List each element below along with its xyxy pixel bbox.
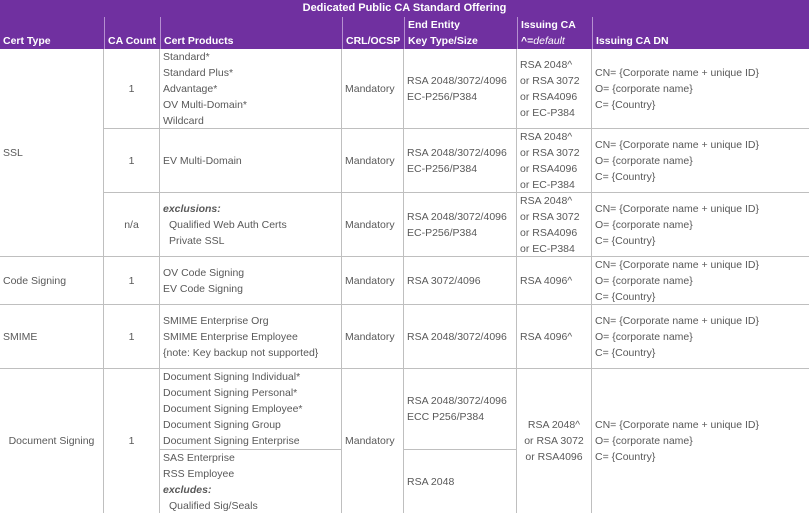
header-issuing-ca (517, 17, 592, 49)
smime-count: 1 (104, 305, 160, 369)
ssl-row3-crl: Mandatory (342, 193, 404, 257)
code-signing-products (160, 257, 342, 305)
issuing-line: or RSA4096 (520, 90, 578, 103)
list-item: {note: Key backup not supported} (163, 346, 319, 359)
list-item: OV Code Signing (163, 266, 245, 279)
ssl-row3-key (404, 193, 517, 257)
issuing-line: or EC-P384 (520, 242, 575, 255)
code-signing-count: 1 (104, 257, 160, 305)
smime-key: RSA 2048/3072/4096 (404, 305, 517, 369)
list-item: Private SSL (169, 234, 225, 247)
dn-c: C= {Country} (595, 290, 656, 303)
header-cert-type: Cert Type (0, 17, 104, 49)
key-type-line: RSA 2048/3072/4096 (407, 210, 507, 223)
key-type-line: EC-P256/P384 (407, 90, 478, 103)
dn-c: C= {Country} (595, 170, 656, 183)
dn-cn: CN= {Corporate name + unique ID} (595, 202, 760, 215)
dn-c: C= {Country} (595, 346, 656, 359)
key-type-line: RSA 2048/3072/4096 (407, 395, 507, 407)
issuing-line: RSA 2048^ (520, 194, 573, 207)
list-item: Wildcard (163, 115, 204, 127)
header-cert-products: Cert Products (160, 17, 342, 49)
code-signing-issuing: RSA 4096^ (517, 257, 592, 305)
smime-issuing: RSA 4096^ (517, 305, 592, 369)
list-item: Standard Plus* (163, 67, 234, 79)
dn-o: O= {corporate name} (595, 82, 693, 95)
header-end-entity-line1: End Entity (408, 19, 460, 31)
list-item: Qualified Web Auth Certs (169, 218, 287, 231)
ssl-row1-issuing (517, 49, 592, 129)
cert-type-code-signing: Code Signing (0, 257, 104, 305)
ssl-row2-crl: Mandatory (342, 129, 404, 193)
issuing-line: or EC-P384 (520, 178, 575, 191)
smime-dn (592, 305, 809, 369)
ssl-row2-products (160, 129, 342, 193)
doc-signing-issuing (517, 369, 592, 513)
doc-signing-products-a (160, 369, 342, 450)
issuing-line: or RSA 3072 (520, 146, 580, 159)
key-type-line: EC-P256/P384 (407, 226, 478, 239)
cert-type-document-signing: Document Signing (0, 369, 104, 513)
issuing-line: or RSA 3072 (520, 210, 580, 223)
doc-signing-products-b (160, 450, 342, 513)
list-item: Document Signing Enterprise (163, 435, 300, 447)
header-end-entity (404, 17, 517, 49)
dn-c: C= {Country} (595, 98, 656, 111)
ssl-row1-dn (592, 49, 809, 129)
header-issuing-ca-line1: Issuing CA (521, 19, 576, 31)
table-title: Dedicated Public CA Standard Offering (0, 0, 809, 17)
issuing-line: or EC-P384 (520, 106, 575, 119)
doc-signing-dn (592, 369, 809, 513)
header-issuing-ca-dn: Issuing CA DN (592, 17, 809, 49)
ssl-row3-dn (592, 193, 809, 257)
header-end-entity-line2: Key Type/Size (408, 35, 478, 47)
list-item: Document Signing Employee* (163, 403, 303, 415)
doc-signing-key-a (404, 369, 517, 450)
ssl-row1-products (160, 49, 342, 129)
ssl-row2-key (404, 129, 517, 193)
list-item: Standard* (163, 51, 210, 63)
list-item: Document Signing Individual* (163, 371, 301, 383)
dn-o: O= {corporate name} (595, 435, 693, 447)
key-type-line: RSA 2048/3072/4096 (407, 146, 507, 159)
issuing-line: or RSA 3072 (524, 435, 584, 447)
smime-products (160, 305, 342, 369)
ssl-row3-count: n/a (104, 193, 160, 257)
header-issuing-ca-default: default (533, 35, 565, 47)
list-item: SAS Enterprise (163, 452, 235, 464)
exclusions-label: exclusions: (163, 202, 221, 215)
issuing-line: RSA 2048^ (520, 130, 573, 143)
list-item: SMIME Enterprise Employee (163, 330, 298, 343)
list-item: Advantage* (163, 83, 218, 95)
header-issuing-ca-line2 (521, 33, 589, 49)
ssl-row3-products (160, 193, 342, 257)
code-signing-dn (592, 257, 809, 305)
list-item: EV Multi-Domain (163, 154, 242, 167)
issuing-line: or RSA4096 (525, 451, 583, 463)
code-signing-crl: Mandatory (342, 257, 404, 305)
cert-type-ssl (0, 49, 104, 257)
dn-c: C= {Country} (595, 451, 656, 463)
ssl-row2-dn (592, 129, 809, 193)
header-ca-count: CA Count (104, 17, 160, 49)
smime-crl: Mandatory (342, 305, 404, 369)
dn-cn: CN= {Corporate name + unique ID} (595, 314, 760, 327)
list-item: EV Code Signing (163, 282, 243, 295)
ssl-row1-key (404, 49, 517, 129)
dn-cn: CN= {Corporate name + unique ID} (595, 258, 760, 271)
ssl-row3-issuing (517, 193, 592, 257)
key-type-line: RSA 2048/3072/4096 (407, 74, 507, 87)
doc-signing-crl: Mandatory (342, 369, 404, 513)
list-item: OV Multi-Domain* (163, 99, 248, 111)
list-item: SMIME Enterprise Org (163, 314, 269, 327)
dn-cn: CN= {Corporate name + unique ID} (595, 66, 760, 79)
dn-c: C= {Country} (595, 234, 656, 247)
issuing-line: or RSA 3072 (520, 74, 580, 87)
dn-o: O= {corporate name} (595, 330, 693, 343)
dn-o: O= {corporate name} (595, 218, 693, 231)
list-item: Document Signing Personal* (163, 387, 298, 399)
ssl-row1-crl: Mandatory (342, 49, 404, 129)
key-type-line: ECC P256/P384 (407, 411, 485, 423)
dn-cn: CN= {Corporate name + unique ID} (595, 138, 760, 151)
code-signing-key: RSA 3072/4096 (404, 257, 517, 305)
ssl-row2-issuing (517, 129, 592, 193)
list-item: Qualified Sig/Seals (169, 500, 258, 512)
issuing-line: or RSA4096 (520, 226, 578, 239)
list-item: Document Signing Group (163, 419, 281, 431)
doc-signing-count: 1 (104, 369, 160, 513)
header-issuing-ca-caret: ^= (521, 35, 534, 47)
list-item: RSS Employee (163, 468, 235, 480)
issuing-line: RSA 2048^ (520, 58, 573, 71)
issuing-line: RSA 2048^ (527, 419, 581, 431)
ssl-row1-count: 1 (104, 49, 160, 129)
cert-type-ssl-label: SSL (3, 146, 23, 159)
key-type-line: EC-P256/P384 (407, 162, 478, 175)
dn-o: O= {corporate name} (595, 154, 693, 167)
dn-o: O= {corporate name} (595, 274, 693, 287)
excludes-label: excludes: (163, 484, 212, 496)
dn-cn: CN= {Corporate name + unique ID} (595, 419, 760, 431)
ssl-row2-count: 1 (104, 129, 160, 193)
issuing-line: or RSA4096 (520, 162, 578, 175)
doc-signing-key-b: RSA 2048 (404, 450, 517, 513)
cert-type-smime: SMIME (0, 305, 104, 369)
header-crl-ocsp: CRL/OCSP (342, 17, 404, 49)
